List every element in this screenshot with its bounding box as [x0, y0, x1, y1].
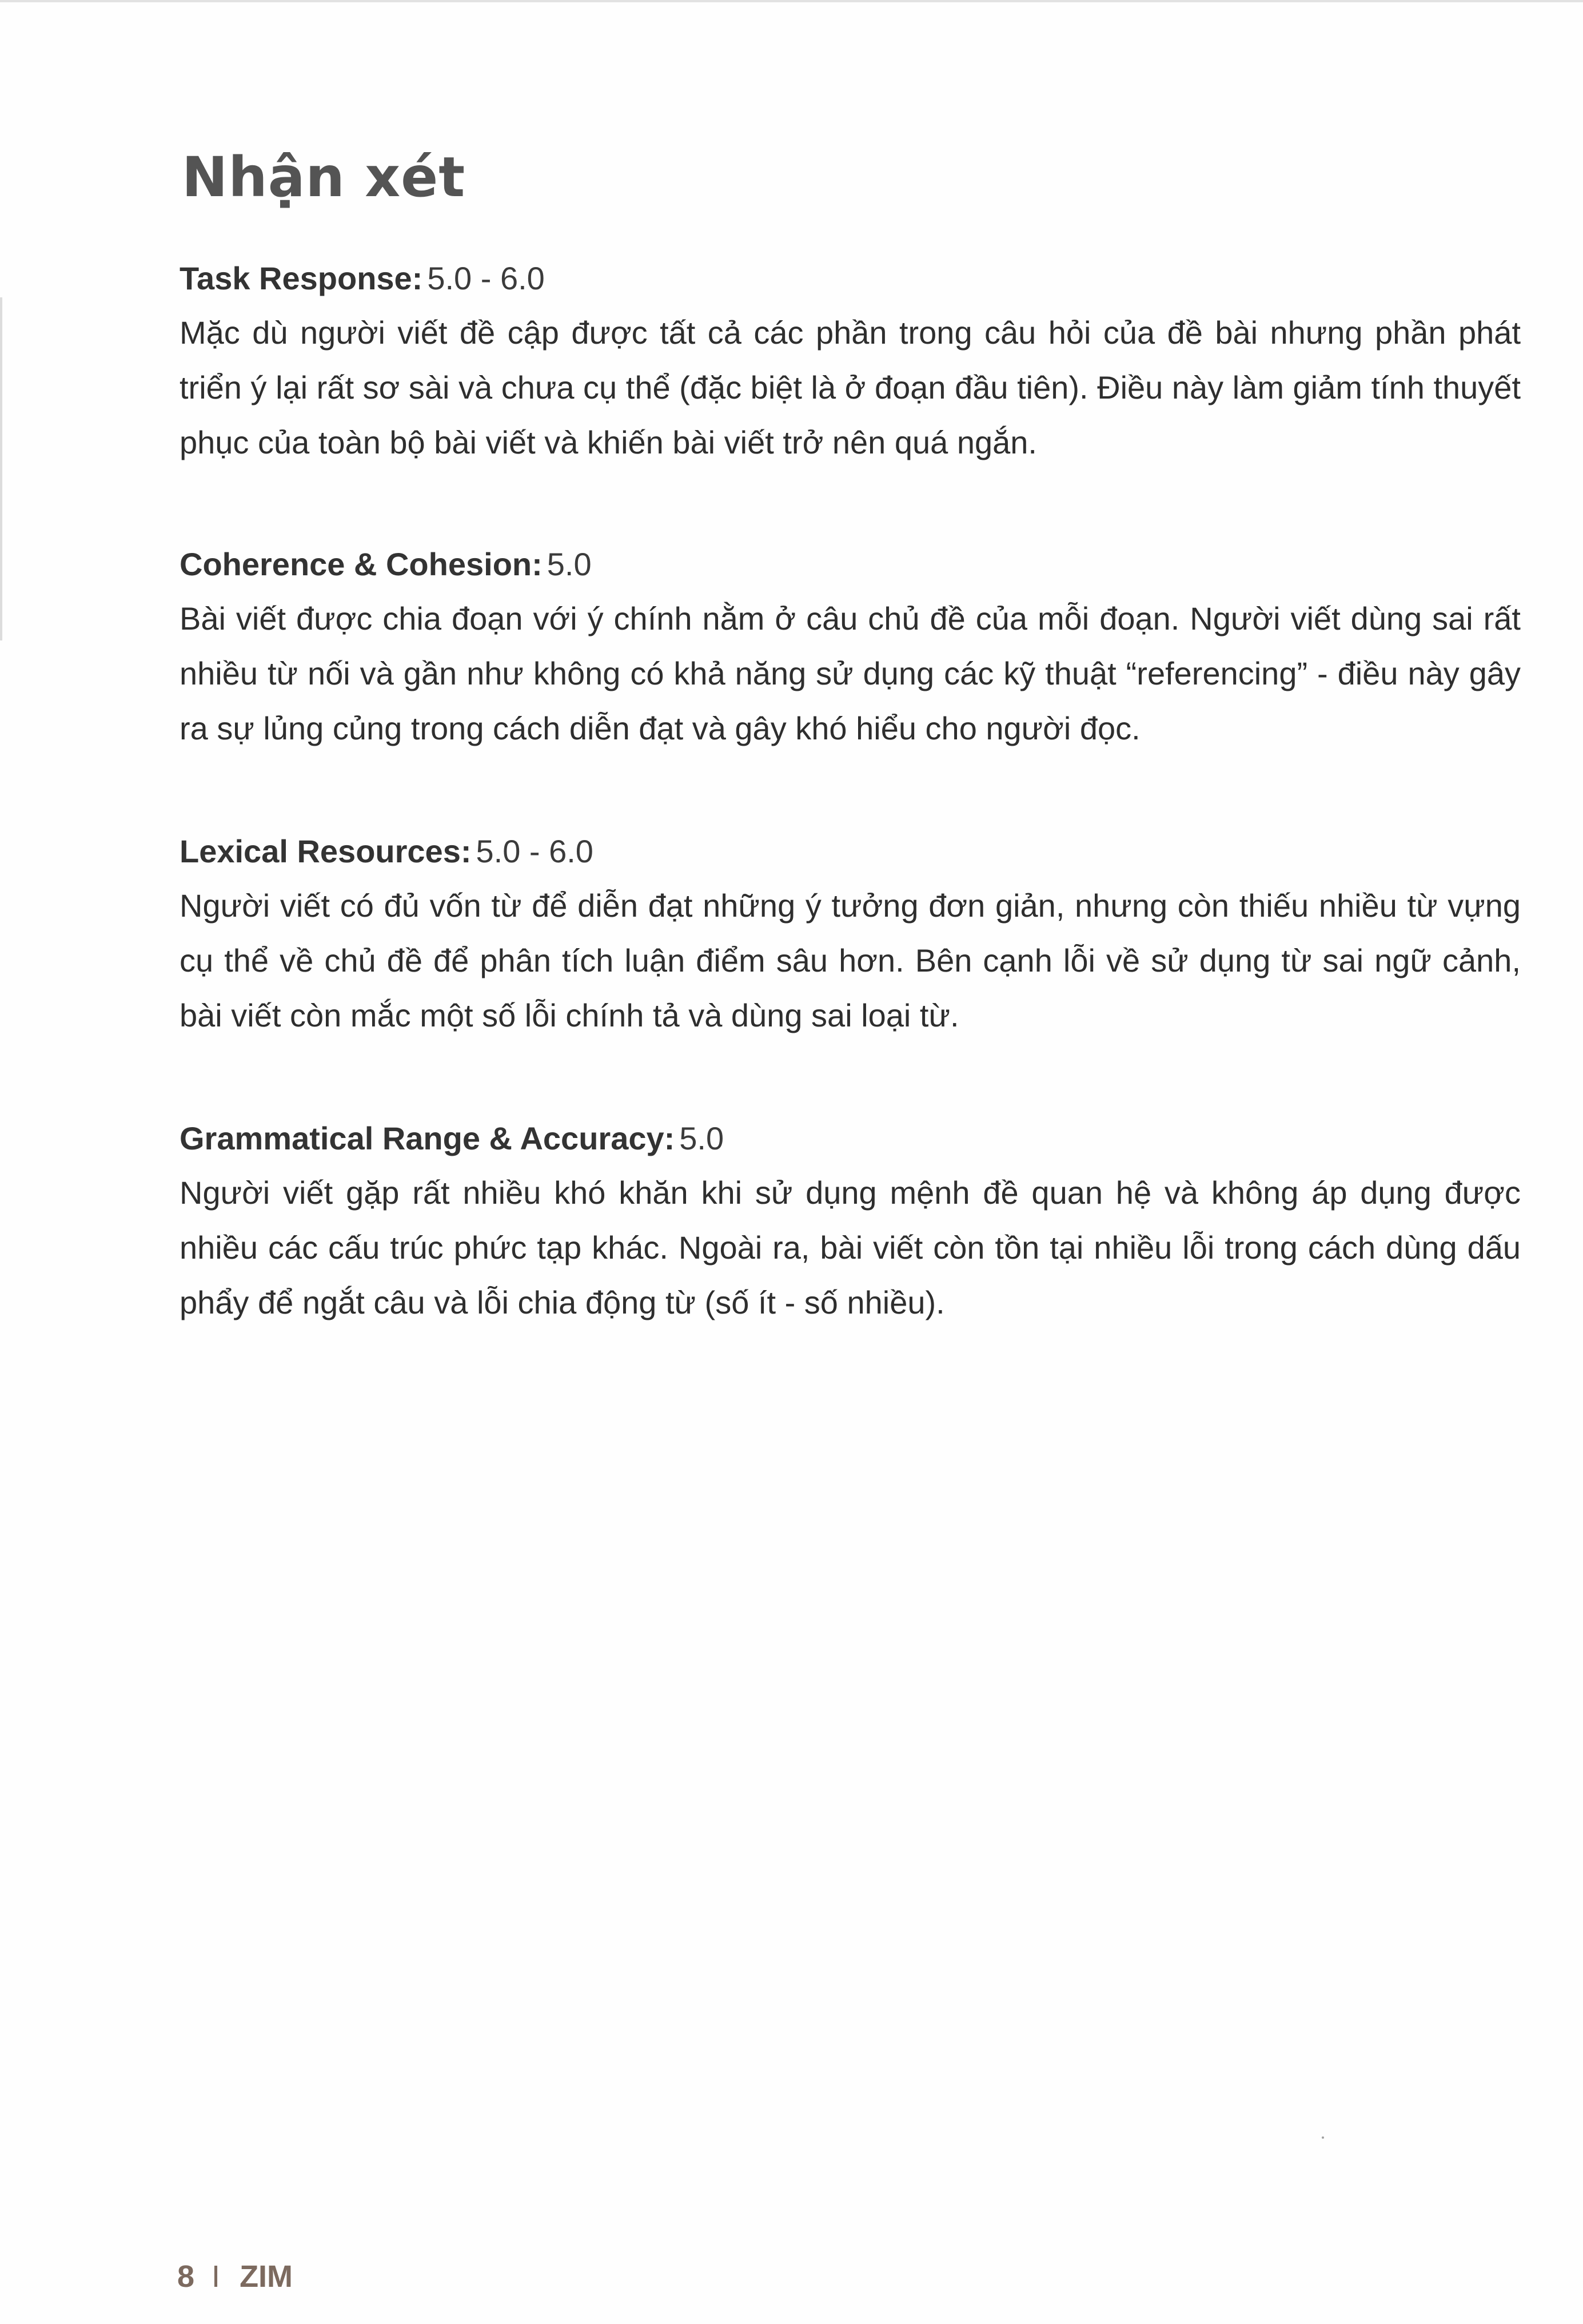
scan-speck — [1322, 2136, 1324, 2139]
criterion-label: Grammatical Range & Accuracy: — [180, 1120, 675, 1156]
section-heading — [180, 544, 1521, 584]
section-lexical-resources — [180, 831, 1521, 1043]
criterion-score: 5.0 — [547, 546, 592, 582]
page-footer — [177, 2259, 293, 2294]
criterion-score: 5.0 - 6.0 — [427, 260, 545, 296]
section-heading — [180, 1119, 1521, 1159]
criterion-label: Task Response: — [180, 260, 423, 296]
section-body: Mặc dù người viết đề cập được tất cả các phần trong câu hỏi của đề bài nhưng phần phát triển ý lại rất sơ sài và chưa cụ thể (đặc biệt là ở đoạn đầu tiên). Điều này làm giảm tính thuyết phục của toàn bộ bài viết và khiến bài viết trở nên quá ngắn. — [180, 315, 1521, 460]
page-left-edge — [0, 297, 2, 640]
criterion-score: 5.0 - 6.0 — [476, 833, 593, 869]
section-grammatical-range-accuracy — [180, 1119, 1521, 1330]
criterion-label: Lexical Resources: — [180, 833, 472, 869]
section-body: Bài viết được chia đoạn với ý chính nằm ở câu chủ đề của mỗi đoạn. Người viết dùng sai rất nhiều từ nối và gần như không có khả năng sử dụng các kỹ thuật “referencing” - điều này gây ra sự lủng củng trong cách diễn đạt và gây khó hiểu cho người đọc. — [180, 600, 1521, 746]
section-heading — [180, 258, 1521, 299]
section-task-response — [180, 258, 1521, 470]
page-title: Nhận xét — [182, 145, 466, 209]
footer-brand: ZIM — [240, 2259, 293, 2294]
section-body: Người viết có đủ vốn từ để diễn đạt những ý tưởng đơn giản, nhưng còn thiếu nhiều từ vựng cụ thể về chủ đề để phân tích luận điểm sâu hơn. Bên cạnh lỗi về sử dụng từ sai ngữ cảnh, bài viết còn mắc một số lỗi chính tả và dùng sai loại từ. — [180, 888, 1521, 1033]
section-coherence-cohesion — [180, 544, 1521, 756]
criterion-label: Coherence & Cohesion: — [180, 546, 543, 582]
criterion-score: 5.0 — [679, 1120, 724, 1156]
section-heading — [180, 831, 1521, 872]
footer-separator: I — [212, 2259, 221, 2294]
section-body: Người viết gặp rất nhiều khó khăn khi sử dụng mệnh đề quan hệ và không áp dụng được nhiều các cấu trúc phức tạp khác. Ngoài ra, bài viết còn tồn tại nhiều lỗi trong cách dùng dấu phẩy để ngắt câu và lỗi chia động từ (số ít - số nhiều). — [180, 1175, 1521, 1320]
page-top-edge — [0, 0, 1583, 2]
page-number: 8 — [177, 2259, 195, 2294]
